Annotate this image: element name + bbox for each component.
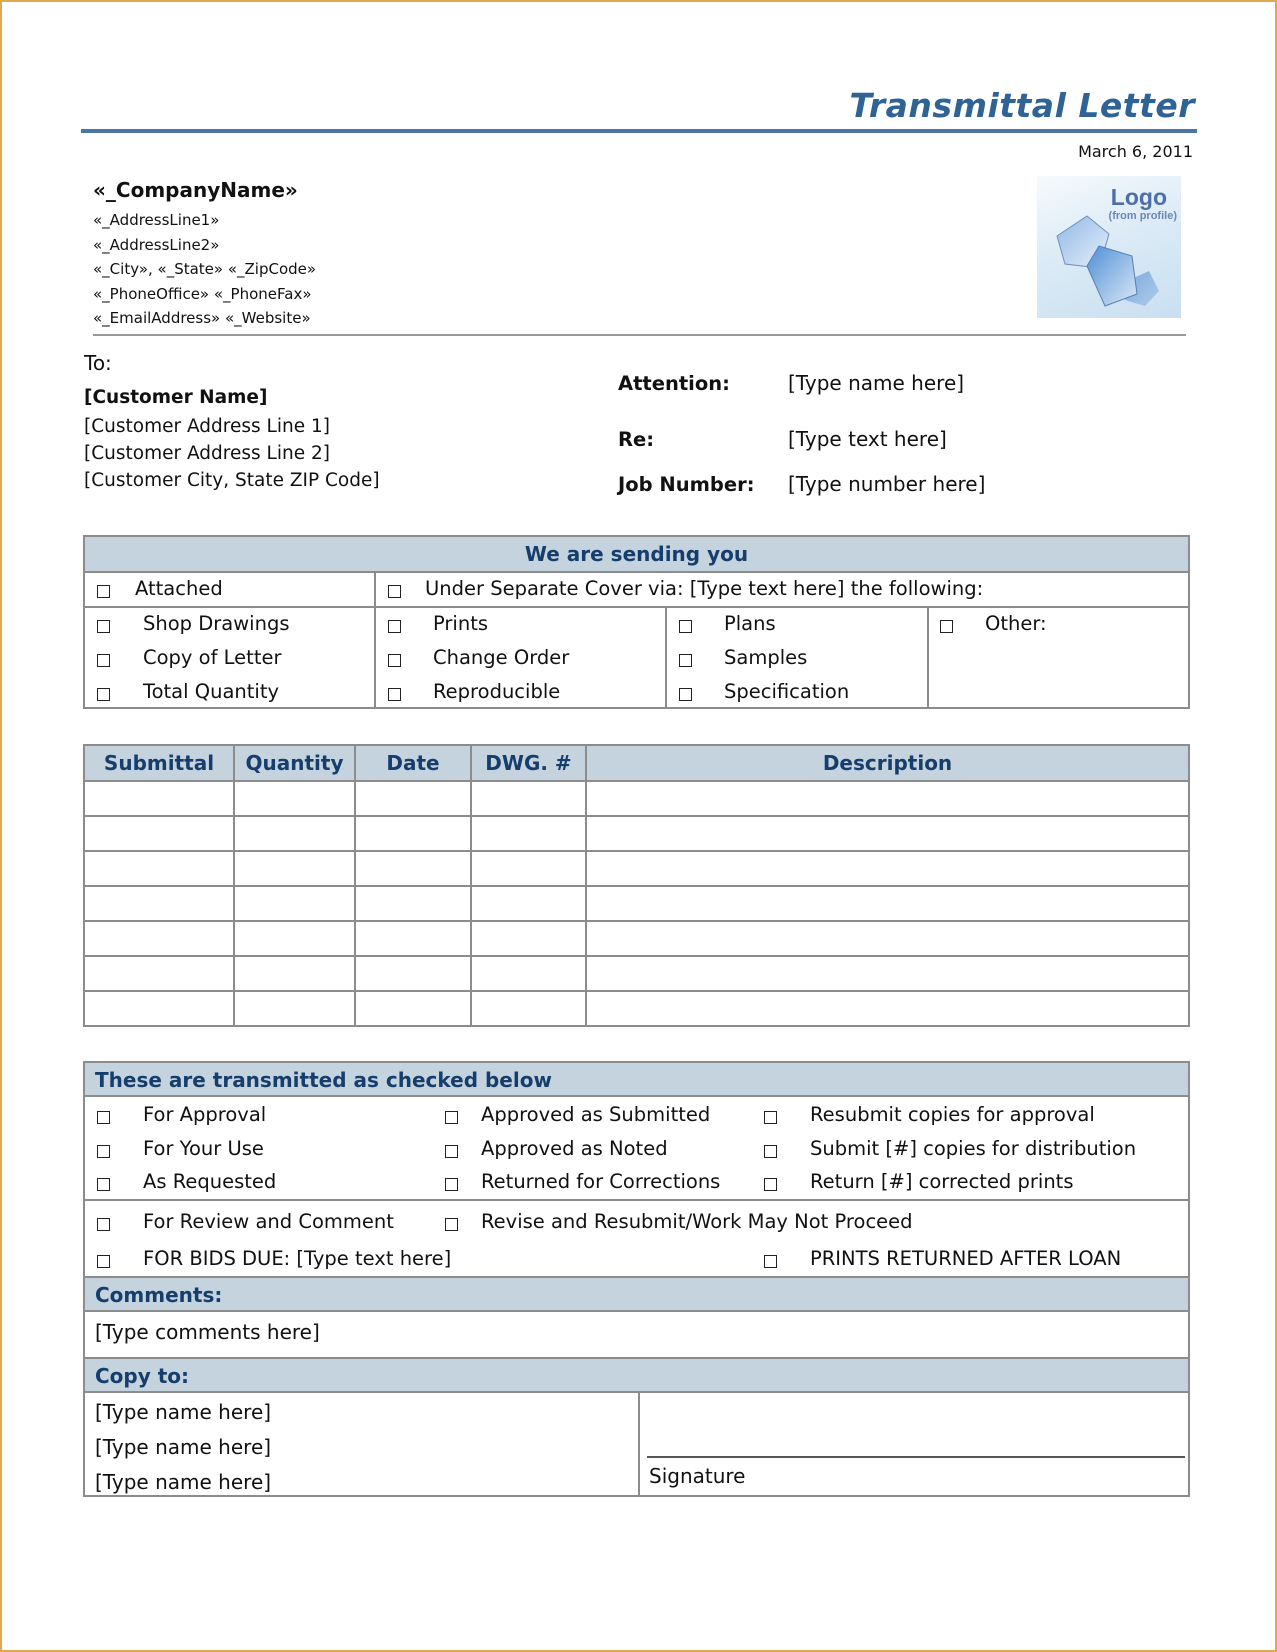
checkbox-icon[interactable] [97, 654, 110, 667]
checkbox-icon[interactable] [388, 585, 401, 598]
copy-to-name-2[interactable]: [Type name here] [95, 1435, 272, 1459]
table-cell[interactable] [234, 991, 355, 1026]
checkbox-icon[interactable] [764, 1178, 777, 1191]
transmitted-section: These are transmitted as checked below For Approval For Your Use As Requested Approved as Submitted Approved as Noted Returned for Corrections Resubmit copies for approval Submit [#] copies for distribution Return [#] corrected prints For Review and Comment Revise and Resubmit/Work May Not Proceed FOR BIDS DUE: [Type text here] PRINTS RETURNED AFTER LOAN Comments: [Type comments here] Copy to: [Type name here] [Type name here] [Type name here] Signature [83, 1061, 1190, 1497]
table-cell[interactable] [84, 886, 234, 921]
column-divider [927, 606, 929, 709]
table-cell[interactable] [586, 991, 1189, 1026]
submittal-table [83, 744, 1190, 1027]
table-row [84, 781, 1189, 816]
job-number-field[interactable]: [Type number here] [788, 472, 986, 496]
checkbox-icon[interactable] [97, 620, 110, 633]
re-label: Re: [618, 428, 655, 451]
sending-section: We are sending you Attached Under Separate Cover via: [Type text here] the following: Shop Drawings Copy of Letter Total Quantity Prints Change Order Reproducible Plans Samples Specification Other: [83, 535, 1190, 709]
job-number-label: Job Number: [618, 473, 755, 496]
table-cell[interactable] [355, 956, 471, 991]
table-cell[interactable] [84, 851, 234, 886]
table-cell[interactable] [586, 816, 1189, 851]
table-cell[interactable] [234, 781, 355, 816]
to-label: To: [84, 351, 112, 375]
checkbox-icon[interactable] [679, 654, 692, 667]
checkbox-icon[interactable] [764, 1145, 777, 1158]
column-divider [638, 1393, 640, 1497]
table-cell[interactable] [84, 991, 234, 1026]
row-divider [85, 606, 1188, 608]
signature-line[interactable] [647, 1456, 1185, 1458]
header-separator [93, 334, 1186, 336]
column-header-quantity: Quantity [234, 745, 355, 781]
transmitted-header: These are transmitted as checked below [85, 1061, 1188, 1097]
table-cell[interactable] [234, 816, 355, 851]
row-divider [85, 1199, 1188, 1201]
table-cell[interactable] [586, 851, 1189, 886]
table-row [84, 991, 1189, 1026]
column-divider [665, 606, 667, 709]
table-cell[interactable] [84, 781, 234, 816]
table-cell[interactable] [355, 851, 471, 886]
logo-sublabel: (from profile) [1108, 210, 1177, 222]
table-cell[interactable] [84, 921, 234, 956]
checkbox-icon[interactable] [445, 1111, 458, 1124]
checkbox-icon[interactable] [97, 1178, 110, 1191]
company-phones[interactable]: «_PhoneOffice» «_PhoneFax» [93, 284, 312, 303]
table-cell[interactable] [586, 781, 1189, 816]
table-cell[interactable] [355, 921, 471, 956]
sending-header: We are sending you [85, 537, 1188, 573]
checkbox-icon[interactable] [445, 1145, 458, 1158]
table-cell[interactable] [84, 956, 234, 991]
company-logo[interactable] [1037, 176, 1181, 318]
copy-to-name-1[interactable]: [Type name here] [95, 1400, 272, 1424]
table-cell[interactable] [234, 956, 355, 991]
checkbox-icon[interactable] [764, 1255, 777, 1268]
checkbox-icon[interactable] [97, 1111, 110, 1124]
company-name[interactable]: «_CompanyName» [93, 178, 298, 202]
table-row [84, 921, 1189, 956]
table-cell[interactable] [355, 781, 471, 816]
table-row [84, 956, 1189, 991]
table-header-row [84, 745, 1189, 781]
table-cell[interactable] [586, 956, 1189, 991]
attention-label: Attention: [618, 372, 730, 395]
checkbox-icon[interactable] [97, 585, 110, 598]
comments-header: Comments: [85, 1276, 1188, 1312]
table-cell[interactable] [234, 851, 355, 886]
signature-label: Signature [649, 1464, 746, 1488]
table-cell[interactable] [84, 816, 234, 851]
customer-address-line-2[interactable]: [Customer Address Line 2] [84, 443, 330, 464]
customer-city-state-zip[interactable]: [Customer City, State ZIP Code] [84, 470, 380, 491]
table-cell[interactable] [234, 921, 355, 956]
column-header-date: Date [355, 745, 471, 781]
checkbox-icon[interactable] [388, 620, 401, 633]
table-cell[interactable] [471, 851, 586, 886]
re-field[interactable]: [Type text here] [788, 427, 947, 451]
column-divider [374, 571, 376, 709]
checkbox-icon[interactable] [97, 1145, 110, 1158]
logo-label: Logo [1110, 184, 1167, 210]
copy-to-name-3[interactable]: [Type name here] [95, 1470, 272, 1494]
customer-address-block [84, 384, 380, 494]
letter-date[interactable]: March 6, 2011 [1078, 142, 1193, 161]
table-cell[interactable] [471, 816, 586, 851]
checkbox-icon[interactable] [679, 620, 692, 633]
checkbox-icon[interactable] [679, 688, 692, 701]
company-city-state-zip[interactable]: «_City», «_State» «_ZipCode» [93, 260, 317, 278]
checkbox-icon[interactable] [764, 1111, 777, 1124]
table-cell[interactable] [586, 921, 1189, 956]
customer-name[interactable]: [Customer Name] [84, 387, 268, 408]
table-cell[interactable] [471, 991, 586, 1026]
table-row [84, 851, 1189, 886]
table-cell[interactable] [471, 781, 586, 816]
table-cell[interactable] [355, 886, 471, 921]
company-block [93, 178, 316, 331]
company-email-website[interactable]: «_EmailAddress» «_Website» [93, 309, 311, 327]
attention-field[interactable]: [Type name here] [788, 371, 965, 395]
company-address-line-2[interactable]: «_AddressLine2» [93, 235, 220, 254]
table-cell[interactable] [355, 991, 471, 1026]
checkbox-icon[interactable] [388, 688, 401, 701]
company-address-line-1[interactable]: «_AddressLine1» [93, 211, 220, 229]
title-rule [81, 129, 1197, 133]
copy-to-header: Copy to: [85, 1357, 1188, 1393]
table-cell[interactable] [234, 886, 355, 921]
checkbox-icon[interactable] [445, 1218, 458, 1231]
table-cell[interactable] [471, 886, 586, 921]
document-title: Transmittal Letter [849, 86, 1195, 125]
column-header-description: Description [586, 745, 1189, 781]
table-row [84, 816, 1189, 851]
table-cell[interactable] [586, 886, 1189, 921]
checkbox-icon[interactable] [445, 1178, 458, 1191]
column-header-dwg: DWG. # [471, 745, 586, 781]
checkbox-icon[interactable] [388, 654, 401, 667]
checkbox-icon[interactable] [97, 1218, 110, 1231]
table-row [84, 886, 1189, 921]
table-cell[interactable] [355, 816, 471, 851]
checkbox-icon[interactable] [97, 688, 110, 701]
checkbox-icon[interactable] [97, 1255, 110, 1268]
checkbox-icon[interactable] [940, 620, 953, 633]
customer-address-line-1[interactable]: [Customer Address Line 1] [84, 416, 330, 437]
table-cell[interactable] [471, 956, 586, 991]
comments-field[interactable]: [Type comments here] [95, 1320, 320, 1344]
table-cell[interactable] [471, 921, 586, 956]
column-header-submittal: Submittal [84, 745, 234, 781]
